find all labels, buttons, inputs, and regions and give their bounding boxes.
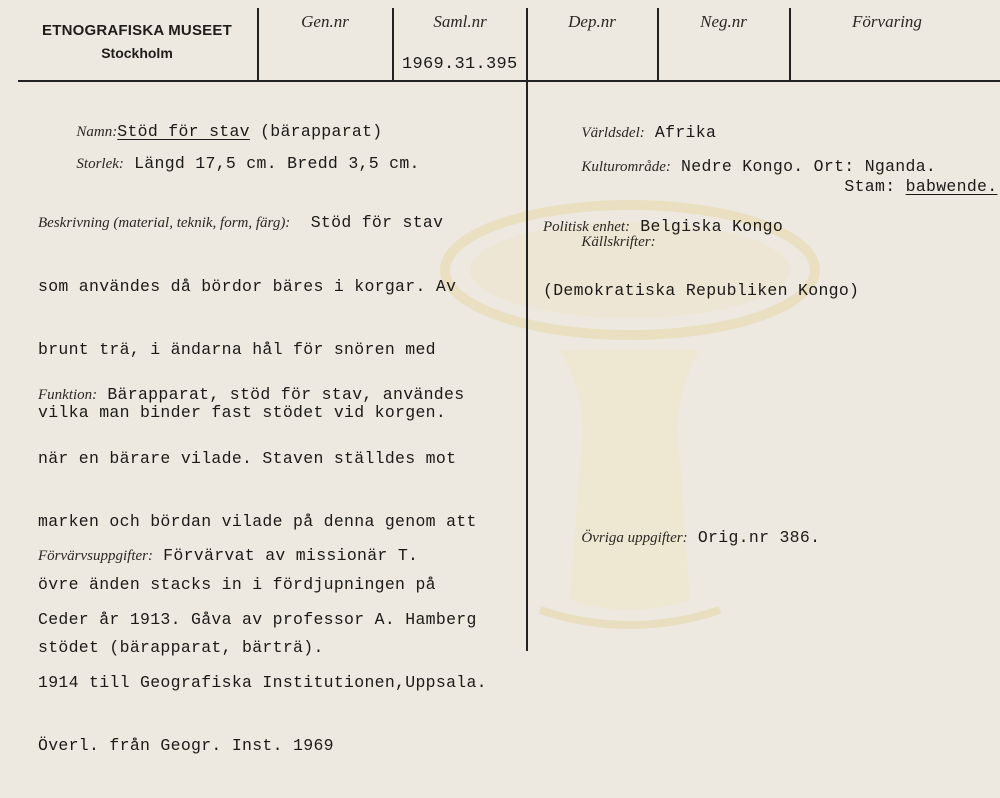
funktion-line-3: marken och bördan vilade på denna genom att xyxy=(38,512,477,531)
stam-value: babwende. xyxy=(905,177,998,196)
funktion-line-2: när en bärare vilade. Staven ställdes mot xyxy=(38,449,457,468)
namn-label: Namn: xyxy=(76,124,118,140)
museum-name: ETNOGRAFISKA MUSEET xyxy=(42,22,232,39)
header-divider-4 xyxy=(657,8,659,82)
forvarv-line-1: Förvärvat av missionär T. xyxy=(152,546,419,565)
varldsdel-value: Afrika xyxy=(644,123,717,142)
forvarv-line-3: 1914 till Geografiska Institutionen,Uppsala. xyxy=(38,673,487,692)
beskrivning-line-4: vilka man binder fast stödet vid korgen. xyxy=(38,403,447,422)
museum-city: Stockholm xyxy=(101,45,173,61)
forvarv-label: Förvärvsuppgifter: xyxy=(38,548,153,564)
varldsdel-label: Världsdel: xyxy=(581,125,645,141)
storlek-label: Storlek: xyxy=(76,156,124,172)
forvarv-line-4: Överl. från Geogr. Inst. 1969 xyxy=(38,736,334,755)
gen-nr-label: Gen.nr xyxy=(301,12,349,31)
header-divider-2 xyxy=(392,8,394,82)
kallskrifter-label: Källskrifter: xyxy=(581,234,656,250)
header-divider-3 xyxy=(526,8,528,651)
ovriga-field xyxy=(543,506,820,570)
beskrivning-line-1: Stöd för stav xyxy=(290,213,444,232)
saml-nr-value: 1969.31.395 xyxy=(402,55,518,74)
politisk-line-1: Belgiska Kongo xyxy=(630,217,784,236)
namn-extra: (bärapparat) xyxy=(249,122,383,141)
saml-nr-label: Saml.nr xyxy=(433,12,487,31)
funktion-label: Funktion: xyxy=(38,387,98,403)
ovriga-value: Orig.nr 386. xyxy=(687,528,821,547)
kallskrifter-field xyxy=(543,211,656,274)
stam-label: Stam: xyxy=(844,177,906,196)
museum-block xyxy=(20,22,254,61)
forvaring-label: Förvaring xyxy=(852,12,922,31)
header-divider-1 xyxy=(257,8,259,82)
beskrivning-line-2: som användes då bördor bäres i korgar. Av xyxy=(38,277,457,296)
politisk-line-2: (Demokratiska Republiken Kongo) xyxy=(543,281,860,300)
namn-value: Stöd för stav xyxy=(117,122,250,141)
funktion-line-4: övre änden stacks in i fördjupningen på xyxy=(38,575,436,594)
funktion-line-5: stödet (bärapparat, bärträ). xyxy=(38,638,324,657)
neg-nr-label: Neg.nr xyxy=(700,12,747,31)
beskrivning-line-3: brunt trä, i ändarna hål för snören med xyxy=(38,340,436,359)
kultur-label: Kulturområde: xyxy=(581,159,671,175)
funktion-line-1: Bärapparat, stöd för stav, användes xyxy=(97,385,465,404)
dep-nr-label: Dep.nr xyxy=(568,12,616,31)
politisk-label: Politisk enhet: xyxy=(543,219,631,235)
header-divider-5 xyxy=(789,8,791,82)
forvarv-line-2: Ceder år 1913. Gåva av professor A. Hamberg xyxy=(38,610,477,629)
header-rule xyxy=(18,80,1000,82)
ovriga-label: Övriga uppgifter: xyxy=(581,530,688,546)
storlek-value: Längd 17,5 cm. Bredd 3,5 cm. xyxy=(123,154,420,173)
kultur-value: Nedre Kongo. Ort: Nganda. xyxy=(670,157,937,176)
beskrivning-label: Beskrivning (material, teknik, form, färg): xyxy=(38,215,291,231)
